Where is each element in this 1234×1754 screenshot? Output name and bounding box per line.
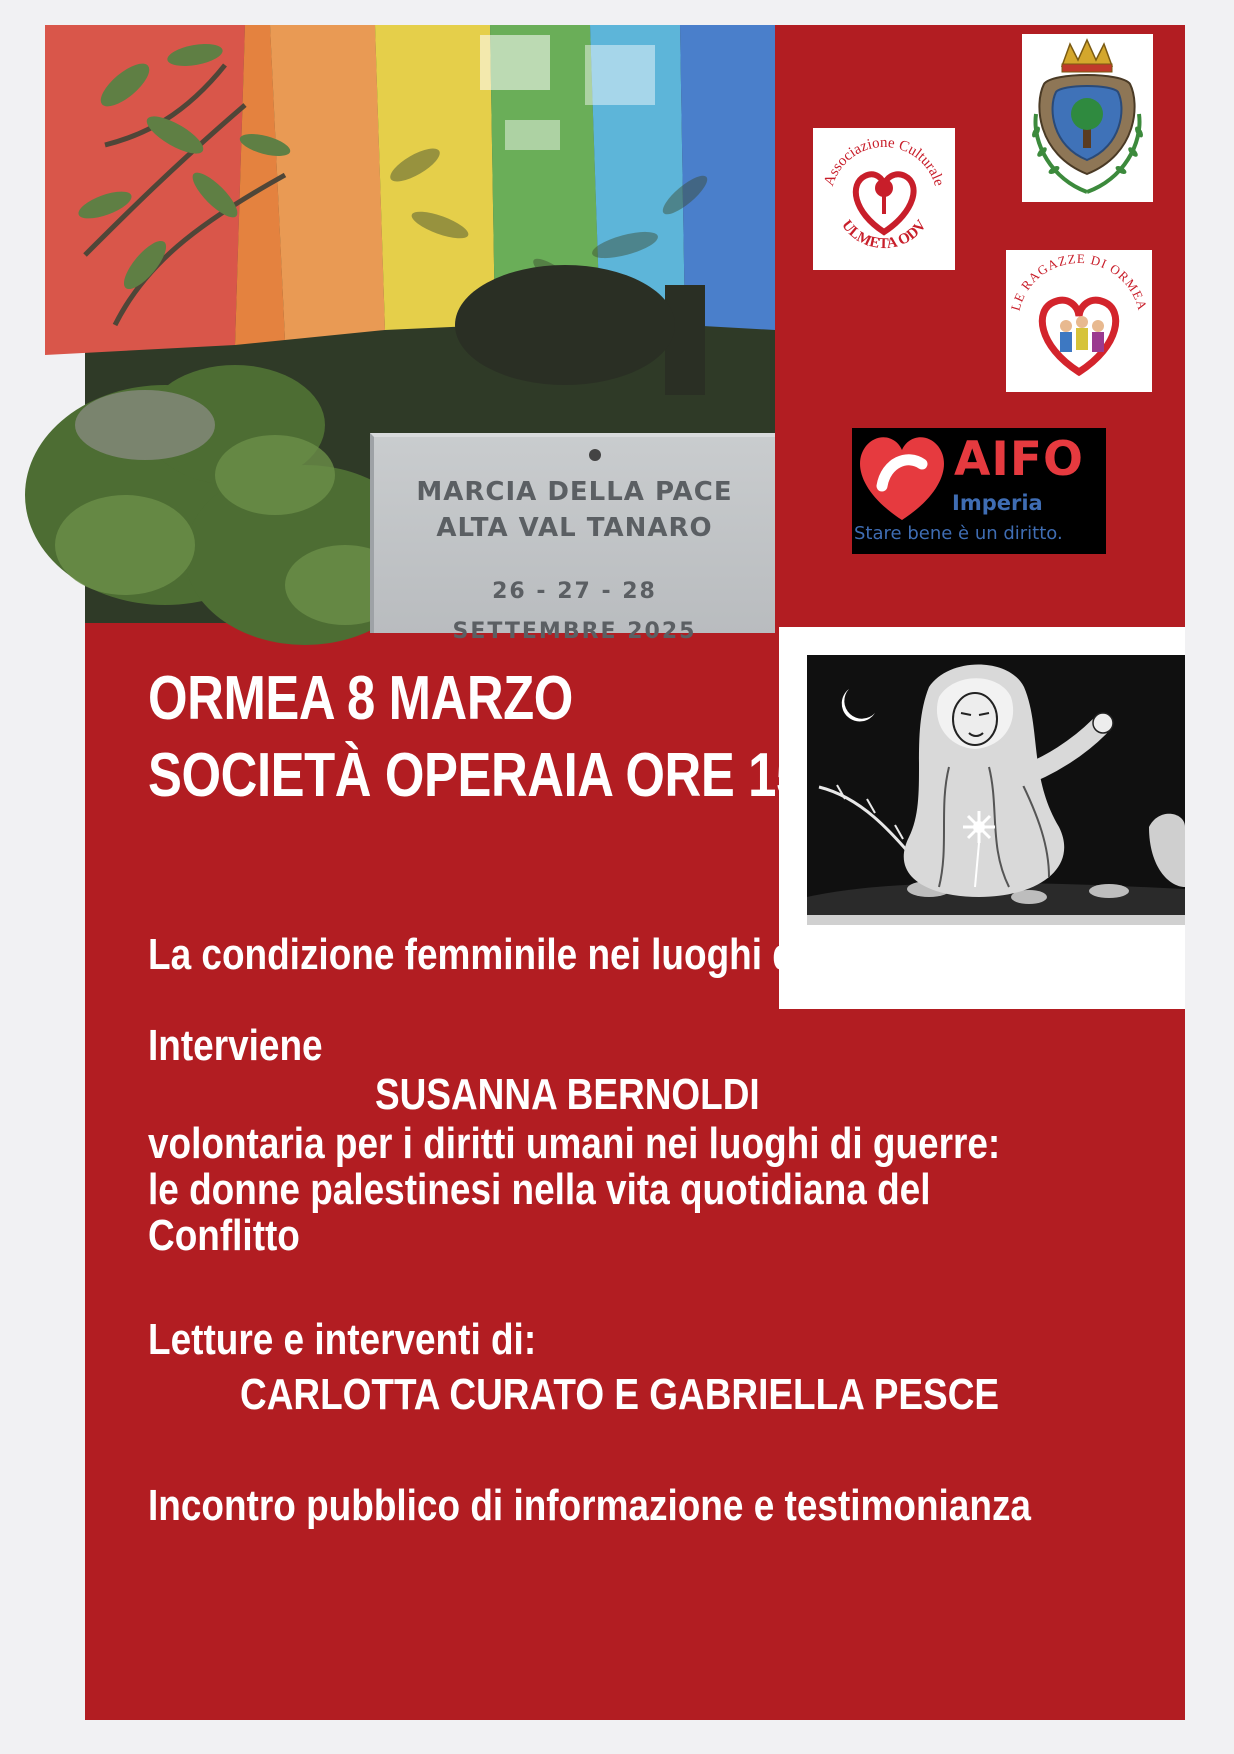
aifo-title: AIFO <box>954 432 1084 487</box>
event-date: ORMEA 8 MARZO <box>148 664 573 733</box>
aifo-motto: Stare bene è un diritto. <box>854 523 1063 544</box>
readings-intro: Letture e interventi di: <box>148 1315 537 1364</box>
speaker-name: SUSANNA BERNOLDI <box>375 1070 760 1119</box>
plaque-line-1: MARCIA DELLA PACE <box>416 477 733 507</box>
svg-text:LE RAGAZZE DI ORMEA <box>1008 251 1151 312</box>
aifo-subtitle: Imperia <box>952 491 1043 515</box>
ulmeta-bottom-text: ULMETA ODV <box>838 217 930 253</box>
ulmeta-odv-logo <box>813 128 955 270</box>
poster <box>85 25 1185 1720</box>
plaque-screw <box>589 449 601 461</box>
ragazze-di-ormea-logo <box>1006 250 1152 392</box>
event-venue-time: SOCIETÀ OPERAIA ORE 15 <box>148 741 804 810</box>
speaker-description-1: volontaria per i diritti umani nei luoghi di guerre: <box>148 1119 1001 1168</box>
memorial-plaque <box>370 433 775 644</box>
plaque-line-2: ALTA VAL TANARO <box>436 513 713 543</box>
speaker-intro: Interviene <box>148 1021 323 1070</box>
ragazze-heart-icon <box>1006 250 1152 392</box>
ragazze-text: LE RAGAZZE DI ORMEA <box>1007 250 1151 313</box>
readings-names: CARLOTTA CURATO E GABRIELLA PESCE <box>240 1370 1000 1419</box>
plaque-line-3: 26 - 27 - 28 <box>492 579 657 604</box>
ulmeta-heart-icon <box>813 128 955 270</box>
event-topic: La condizione femminile nei luoghi di guerra <box>148 930 931 979</box>
aifo-imperia-logo <box>852 428 1106 554</box>
coat-of-arms-icon <box>1022 34 1153 202</box>
aifo-heart-icon <box>852 428 952 524</box>
event-footer: Incontro pubblico di informazione e testimonianza <box>148 1481 1031 1530</box>
ormea-coat-of-arms-logo <box>1022 34 1153 202</box>
ulmeta-top-text: Associazione Culturale <box>821 134 947 189</box>
speaker-description-2: le donne palestinesi nella vita quotidiana del <box>148 1165 931 1214</box>
speaker-description-3: Conflitto <box>148 1211 300 1260</box>
peace-march-photo <box>85 25 775 644</box>
plaque-line-4: SETTEMBRE 2025 <box>452 619 697 644</box>
